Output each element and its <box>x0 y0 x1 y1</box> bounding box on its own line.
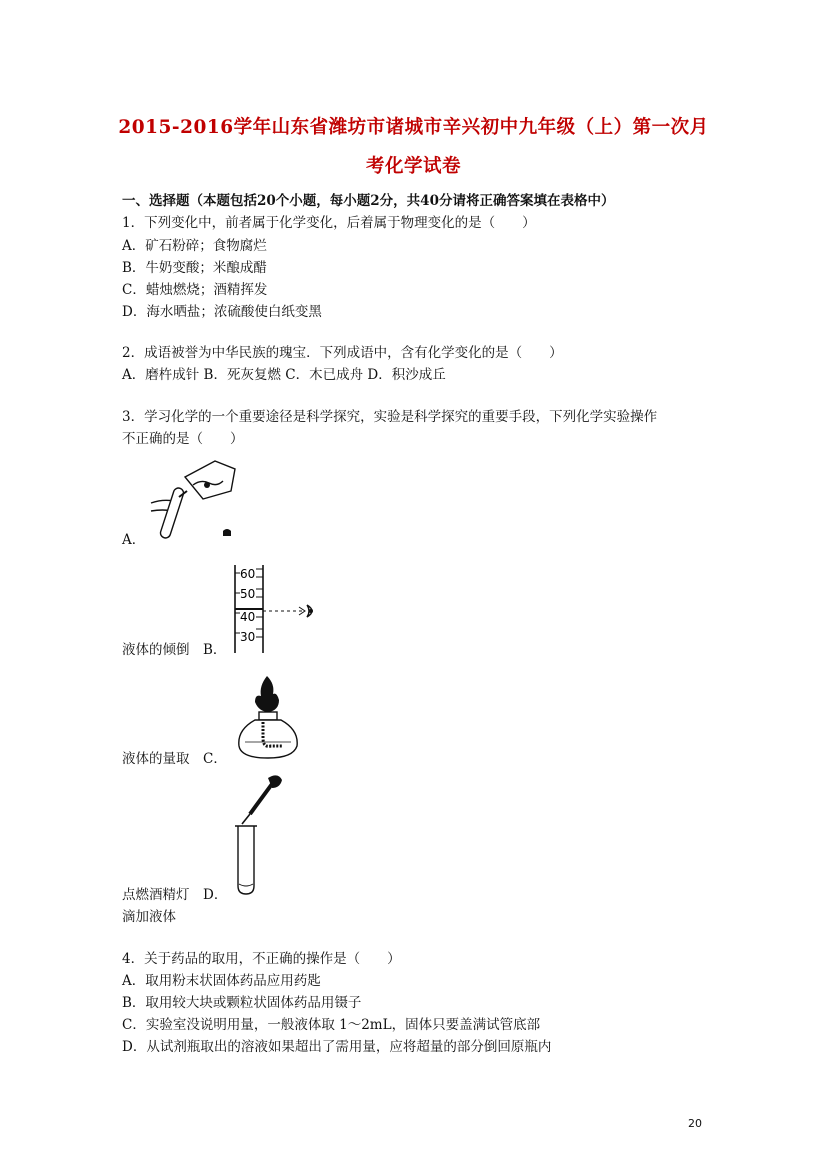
question-1-option-c: C．蜡烛燃烧；酒精挥发 <box>122 282 268 298</box>
question-3-stem-line1: 3．学习化学的一个重要途径是科学探究，实验是科学探究的重要手段，下列化学实验操作 <box>122 409 658 425</box>
question-3-option-c-label: 液体的量取 C． <box>122 751 227 767</box>
question-3-option-a-label: A． <box>122 532 146 548</box>
cylinder-tick-40: 40 <box>240 610 256 624</box>
question-1-option-d: D．海水晒盐；浓硫酸使白纸变黑 <box>122 304 322 320</box>
question-3-option-b-label: 液体的倾倒 B． <box>122 642 227 658</box>
figure-cylinder-reading <box>225 563 325 655</box>
cylinder-tick-30: 30 <box>240 630 256 644</box>
question-1-stem: 1．下列变化中，前者属于化学变化，后着属于物理变化的是（ ） <box>122 215 536 231</box>
question-1-option-b: B．牛奶变酸；米酿成醋 <box>122 260 267 276</box>
question-1-option-a: A．矿石粉碎；食物腐烂 <box>122 238 267 254</box>
cylinder-tick-50: 50 <box>240 587 256 601</box>
question-4-option-b: B．取用较大块或颗粒状固体药品用镊子 <box>122 995 362 1011</box>
question-3-stem-line2: 不正确的是（ ） <box>122 431 244 447</box>
exam-title-line1: 2015-2016学年山东省潍坊市诸城市辛兴初中九年级（上）第一次月 <box>118 117 709 138</box>
question-4-stem: 4．关于药品的取用，不正确的操作是（ ） <box>122 951 401 967</box>
cylinder-tick-60: 60 <box>240 567 256 581</box>
page-number: 20 <box>688 1117 702 1130</box>
exam-title-line2: 考化学试卷 <box>365 156 461 177</box>
question-4-option-a: A．取用粉末状固体药品应用药匙 <box>122 973 321 989</box>
question-2-stem: 2．成语被誉为中华民族的瑰宝．下列成语中，含有化学变化的是（ ） <box>122 345 563 361</box>
question-2-options: A．磨杵成针 B．死灰复燃 C．木已成舟 D．积沙成丘 <box>122 367 446 383</box>
figure-alcohol-lamp <box>233 672 303 764</box>
question-3-option-d-caption: 滴加液体 <box>122 909 176 925</box>
section-heading: 一、选择题（本题包括20个小题，每小题2分，共40分请将正确答案填在表格中） <box>122 193 615 209</box>
figure-dropper-test-tube <box>228 772 288 897</box>
question-4-option-c: C．实验室没说明用量，一般液体取 1～2mL，固体只要盖满试管底部 <box>122 1017 541 1033</box>
question-3-option-d-label: 点燃酒精灯 D． <box>122 887 228 903</box>
figure-liquid-pouring <box>145 455 245 545</box>
question-4-option-d: D．从试剂瓶取出的溶液如果超出了需用量，应将超量的部分倒回原瓶内 <box>122 1039 552 1055</box>
